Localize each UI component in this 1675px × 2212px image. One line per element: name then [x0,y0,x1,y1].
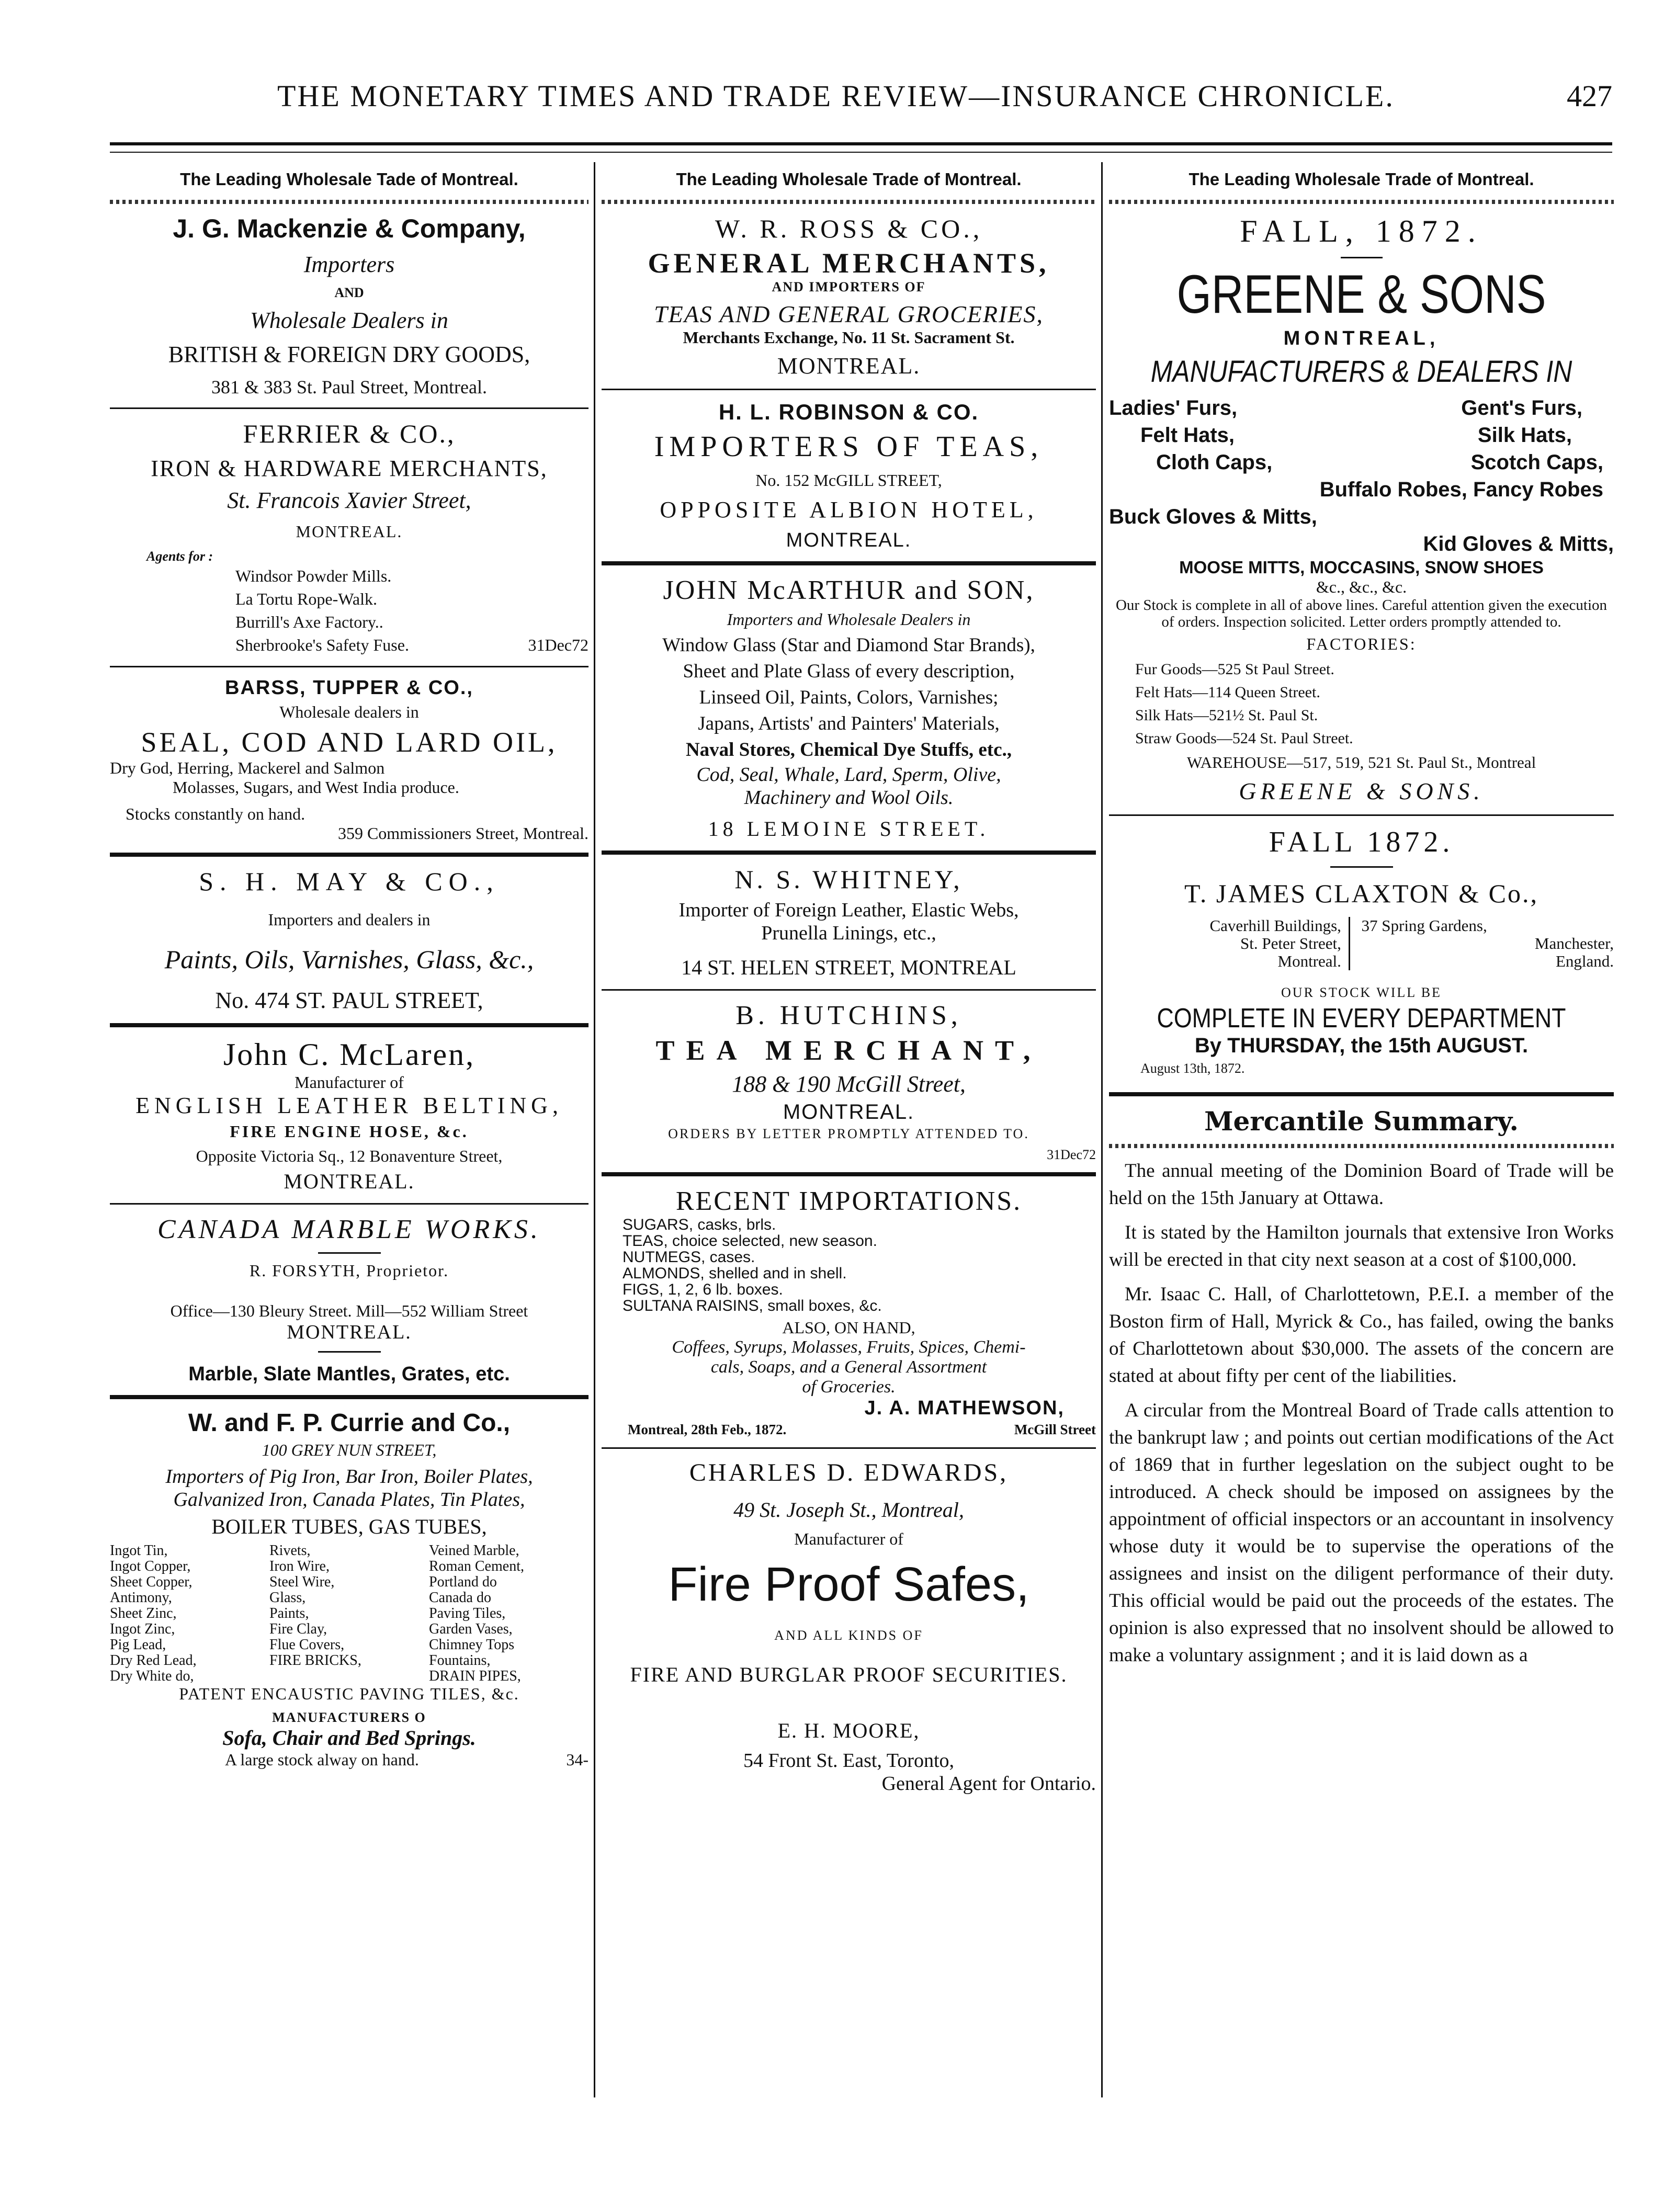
wavy-divider [602,200,1096,204]
advertiser-name: N. S. WHITNEY, [734,865,963,894]
ad-claxton [1109,825,1614,1076]
ad-line: TEAS AND GENERAL GROCERIES, [654,301,1044,327]
ad-line: Molasses, Sugars, and West India produce. [173,778,459,797]
ad-line: Coffees, Syrups, Molasses, Fruits, Spices, Chemi- [672,1337,1026,1357]
column-divider [594,162,595,2097]
list-item: Rivets, [269,1542,311,1559]
ad-separator [1109,1092,1614,1096]
short-rule [318,1351,381,1353]
ad-line: IMPORTERS OF TEAS, [654,430,1044,463]
list-item: ALMONDS, shelled and in shell. [623,1265,847,1282]
ad-line: MONTREAL. [783,1101,915,1124]
list-item: Iron Wire, [269,1558,330,1574]
ad-line: General Agent for Ontario. [881,1773,1096,1795]
list-item: Paving Tiles, [429,1605,506,1621]
ad-line: Machinery and Wool Oils. [744,787,954,809]
ad-line: Prunella Linings, etc., [761,922,936,944]
list-item: Ingot Tin, [110,1542,168,1559]
ad-line: Importers [303,252,395,277]
list-item: Steel Wire, [269,1574,335,1590]
ad-edwards [602,1458,1096,1795]
ad-line: Opposite Victoria Sq., 12 Bonaventure Street, [196,1147,503,1165]
ad-line: Manufacturer of [295,1073,404,1092]
ad-line: MANUFACTURERS & DEALERS IN [1150,355,1572,389]
ad-line: 54 Front St. East, Toronto, [743,1750,955,1772]
ad-line: GREENE & SONS. [1239,778,1484,804]
ad-line: MONTREAL. [287,1321,412,1343]
list-item: Window Glass (Star and Diamond Star Brands), [662,634,1035,656]
list-item: TEAS, choice selected, new season. [623,1232,877,1250]
ad-separator [1109,814,1614,816]
address-line: Caverhill Buildings, [1209,916,1341,935]
ad-line: E. H. MOORE, [777,1719,920,1742]
advertiser-name: T. JAMES CLAXTON & Co., [1184,879,1538,908]
ad-line: FALL 1872. [1269,826,1454,858]
ad-mclaren [110,1037,588,1194]
list-item: Sheet and Plate Glass of every description, [683,661,1015,682]
ad-line: COMPLETE IN EVERY DEPARTMENT [1157,1003,1566,1034]
list-item: Naval Stores, Chemical Dye Stuffs, etc., [685,739,1012,761]
product-list [1109,394,1614,558]
ad-line: IRON & HARDWARE MERCHANTS, [151,456,548,481]
list-item: Burrill's Axe Factory.. [235,612,383,631]
list-item: FIGS, 1, 2, 6 lb. boxes. [623,1281,783,1298]
paragraph: A circular from the Montreal Board of Trade calls attention to the bankrupt law ; and points out certian modifications of the Act of 1869 that in further legeslation on the subject ought to be introduced. A check should be imposed on assignees by the appointment of official inspectors or an accountant in insolvency whose duty it would be to supervise the operations of the assignees and insist on the diligent performance of their duty. This official would be paid out the proceeds of the estates. The opinion is also expressed that no insolvent should be allowed to make a voluntary assignment ; and it is laid down as a [1109,1400,1614,1666]
ad-line: of Groceries. [802,1377,896,1397]
ad-line: Importers and Wholesale Dealers in [727,610,971,629]
list-item: Paints, [269,1605,309,1621]
ad-line: Stocks constantly on hand. [126,804,305,823]
ad-line: MONTREAL, [1283,327,1440,349]
ad-line: OPPOSITE ALBION HOTEL, [660,497,1038,523]
ad-line: FIRE AND BURGLAR PROOF SECURITIES. [630,1663,1068,1686]
ad-line: Importers of Pig Iron, Bar Iron, Boiler Plates, [165,1466,533,1488]
ad-date: August 13th, 1872. [1140,1061,1245,1076]
list-item: Linseed Oil, Paints, Colors, Varnishes; [699,687,999,708]
column-heading: The Leading Wholesale Trade of Montreal. [676,169,1022,189]
list-item: Sheet Copper, [110,1574,193,1590]
list-item: Fire Clay, [269,1621,327,1637]
ad-line: Sofa, Chair and Bed Springs. [222,1726,476,1750]
ad-line: Office—130 Bleury Street. Mill—552 William Street [170,1301,528,1320]
page-mark: 34- [566,1750,588,1769]
ad-mackenzie [110,213,588,398]
short-rule [1330,866,1393,868]
list-item: NUTMEGS, cases. [623,1249,755,1266]
ad-line: GENERAL MERCHANTS, [648,247,1050,279]
header-rule [110,142,1612,145]
ad-line: AND ALL KINDS OF [774,1628,923,1643]
ad-line: Montreal, 28th Feb., 1872. [628,1422,787,1437]
ad-separator [602,1172,1096,1176]
factories-list [1135,658,1614,750]
addresses [1109,917,1614,970]
list-item: Dry Red Lead, [110,1652,197,1669]
address-line: Manchester, [1534,934,1614,952]
ad-may [110,866,588,1014]
address-line: Montreal. [1277,952,1341,970]
ad-line: MONTREAL. [284,1170,415,1193]
advertiser-name: CANADA MARBLE WORKS. [157,1215,541,1244]
ad-separator [110,853,588,857]
paragraph: It is stated by the Hamilton journals that extensive Iron Works will be erected in that city next season at a cost of $100,000. [1109,1222,1614,1271]
ad-separator [110,1395,588,1399]
ad-line: ALSO, ON HAND, [782,1318,915,1337]
list-item: Felt Hats, [1140,424,1235,447]
ad-line: ENGLISH LEATHER BELTING, [135,1093,563,1118]
list-item: Buffalo Robes, Fancy Robes [1319,478,1603,501]
product-column [110,1543,269,1684]
advertiser-name: John C. McLaren, [223,1037,476,1072]
list-item: Chimney Tops [429,1637,515,1653]
ad-line: &c., &c., &c. [1316,577,1407,596]
paragraph: The annual meeting of the Dominion Board of Trade will be held on the 15th January at Ottawa. [1109,1160,1614,1209]
advertiser-name: GREENE & SONS [1176,264,1546,325]
product-column [429,1543,588,1684]
wavy-divider [1109,200,1614,204]
ad-line: Agents for : [146,549,213,564]
ad-marble [110,1214,588,1386]
list-item: Silk Hats—521½ St. Paul St. [1135,707,1318,724]
ad-separator [602,389,1096,390]
ad-whitney [602,864,1096,980]
list-item: DRAIN PIPES, [429,1668,521,1684]
short-rule [318,1252,381,1254]
ad-line: Galvanized Iron, Canada Plates, Tin Plates, [173,1489,525,1511]
address-montreal [1109,917,1350,970]
ad-date: 31Dec72 [1047,1147,1096,1162]
ad-line: OUR STOCK WILL BE [1281,985,1442,1000]
list-item: Scotch Caps, [1470,451,1603,474]
ad-line: MONTREAL. [777,353,921,379]
list-item: Pig Lead, [110,1637,166,1653]
advertiser-name: J. G. Mackenzie & Company, [173,214,526,243]
advertiser-name: W. and F. P. Currie and Co., [188,1409,511,1437]
advertiser-name: W. R. ROSS & CO., [715,214,983,243]
ad-line: PATENT ENCAUSTIC PAVING TILES, &c. [179,1684,519,1703]
ad-line: 49 St. Joseph St., Montreal, [733,1498,964,1522]
ad-line: FALL, 1872. [1240,214,1483,248]
ad-recent-importations [602,1186,1096,1438]
ad-separator [602,850,1096,855]
column-heading: The Leading Wholesale Tade of Montreal. [180,169,518,189]
wavy-divider [110,200,588,204]
ad-line: J. A. MATHEWSON, [864,1397,1065,1419]
list-item: Dry White do, [110,1668,194,1684]
list-item: Buck Gloves & Mitts, [1109,505,1317,528]
ad-line: Merchants Exchange, No. 11 St. Sacrament St. [683,328,1015,347]
ad-line: R. FORSYTH, Proprietor. [249,1261,449,1280]
list-item: Antimony, [110,1590,172,1606]
ad-line: ORDERS BY LETTER PROMPTLY ATTENDED TO. [668,1126,1029,1141]
wavy-divider [1109,1144,1614,1148]
ad-ferrier [110,418,588,656]
ad-date: 31Dec72 [528,636,588,654]
ad-line: Wholesale Dealers in [250,308,448,333]
ad-line: No. 152 McGILL STREET, [755,471,942,490]
ad-line: MOOSE MITTS, MOCCASINS, SNOW SHOES [1179,558,1544,577]
ad-separator [110,666,588,667]
product-list [623,1217,1096,1314]
ad-line: BOILER TUBES, GAS TUBES, [211,1515,487,1538]
ad-line: Marble, Slate Mantles, Grates, etc. [188,1363,510,1385]
list-item: Fur Goods—525 St Paul Street. [1135,661,1334,678]
advertiser-name: JOHN McARTHUR and SON, [663,575,1035,605]
ad-line: Our Stock is complete in all of above lines. Careful attention given the execution of orders. Inspection solicited. Letter orders promptly attended to. [1115,597,1608,630]
ad-line: 188 & 190 McGill Street, [732,1071,966,1097]
page-header [105,78,1612,126]
ad-line: 100 GREY NUN STREET, [262,1440,437,1459]
ad-line: AND [334,285,364,300]
list-item: Felt Hats—114 Queen Street. [1135,684,1320,701]
ad-separator [602,989,1096,991]
list-item: SULTANA RAISINS, small boxes, &c. [623,1297,882,1314]
column-1 [110,167,588,2077]
ad-line: St. Francois Xavier Street, [227,487,471,513]
ad-line: TEA MERCHANT, [655,1035,1042,1066]
list-item: Portland do [429,1574,497,1590]
ad-barss [110,677,588,843]
ad-currie [110,1409,588,1769]
column-3 [1109,167,1614,2077]
ad-line: cals, Soaps, and a General Assortment [710,1357,987,1377]
advertiser-name: S. H. MAY & CO., [199,867,500,896]
ad-address: 381 & 383 St. Paul Street, Montreal. [211,377,487,398]
ad-mcarthur [602,575,1096,841]
column-divider [1101,162,1103,2097]
ad-line: MONTREAL. [786,529,912,551]
short-rule [1341,257,1383,258]
ad-separator [602,1447,1096,1449]
list-item [269,1669,429,1684]
ad-line: Wholesale dealers in [279,702,419,721]
ad-separator [110,1023,588,1027]
ad-ross [602,213,1096,379]
page-number: 427 [1567,79,1612,113]
list-item: Canada do [429,1590,491,1606]
address-line: St. Peter Street, [1240,934,1341,952]
ad-line: MANUFACTURERS O [272,1710,426,1725]
advertiser-name: CHARLES D. EDWARDS, [689,1459,1009,1487]
paragraph: Mr. Isaac C. Hall, of Charlottetown, P.E.I. a member of the Boston firm of Hall, Myrick & Co., has failed, owing the banks of Charlottetown about $30,000. The assets of the concern are stated at about fifty per cent of the liabilities. [1109,1284,1614,1387]
list-item: Sherbrooke's Safety Fuse. [235,636,409,654]
ad-line: Fire Proof Safes, [668,1558,1029,1611]
address-line: England. [1555,952,1614,970]
list-item: FIRE BRICKS, [269,1652,361,1669]
ad-line: FACTORIES: [1306,634,1417,653]
list-item: Ingot Copper, [110,1558,191,1574]
ad-line: By THURSDAY, the 15th AUGUST. [1194,1034,1529,1057]
list-item: Ladies' Furs, [1109,396,1238,419]
product-column [269,1543,429,1684]
ad-line: Cod, Seal, Whale, Lard, Sperm, Olive, [696,764,1001,786]
address-line: 37 Spring Gardens, [1361,916,1487,935]
advertiser-name: RECENT IMPORTATIONS. [675,1186,1022,1216]
list-item: Ingot Zinc, [110,1621,175,1637]
ad-line: SEAL, COD AND LARD OIL, [141,727,558,758]
ad-line: McGill Street [1014,1422,1096,1437]
column-heading: The Leading Wholesale Trade of Montreal. [1189,169,1534,189]
ad-line: WAREHOUSE—517, 519, 521 St. Paul St., Montreal [1186,753,1536,772]
section-title: Mercantile Summary. [1204,1106,1519,1137]
list-item: Fountains, [429,1652,491,1669]
advertiser-name: H. L. ROBINSON & CO. [718,400,979,424]
ad-hutchins [602,1000,1096,1163]
ad-separator [110,1203,588,1205]
ad-line: BRITISH & FOREIGN DRY GOODS, [168,342,530,367]
list-item: La Tortu Rope-Walk. [235,589,377,608]
ad-line: Dry God, Herring, Mackerel and Salmon [110,758,385,777]
list-item: Straw Goods—524 St. Paul Street. [1135,730,1353,747]
ad-line: Importers and dealers in [268,910,431,929]
publication-title: THE MONETARY TIMES AND TRADE REVIEW—INSURANCE CHRONICLE. [277,79,1395,113]
advertiser-name: FERRIER & CO., [243,419,456,448]
ad-separator [110,407,588,409]
ad-line: FIRE ENGINE HOSE, &c. [230,1122,469,1141]
ad-line: 14 ST. HELEN STREET, MONTREAL [681,956,1016,979]
list-item: Silk Hats, [1477,424,1572,447]
agents-list [235,564,588,656]
ad-line: 18 LEMOINE STREET. [708,817,990,841]
list-item: Windsor Powder Mills. [235,566,392,585]
list-item: Cloth Caps, [1156,451,1273,474]
list-item: Garden Vases, [429,1621,513,1637]
list-item: Roman Cement, [429,1558,524,1574]
list-item: Kid Gloves & Mitts, [1423,532,1614,555]
ad-line: MONTREAL. [296,522,403,541]
product-list [110,1543,588,1684]
ad-line: AND IMPORTERS OF [772,279,926,294]
list-item: Flue Covers, [269,1637,345,1653]
list-item: SUGARS, casks, brls. [623,1216,776,1233]
ad-line: Importer of Foreign Leather, Elastic Webs, [678,899,1019,921]
mercantile-summary [1109,1106,1614,1669]
advertiser-name: B. HUTCHINS, [735,1001,962,1030]
ad-greene [1109,213,1614,805]
ad-robinson [602,400,1096,552]
ad-line: Manufacturer of [794,1529,903,1548]
product-lines [602,632,1096,763]
list-item: Veined Marble, [429,1542,519,1559]
advertiser-name: BARSS, TUPPER & CO., [225,677,473,699]
header-rule-thin [110,152,1612,153]
list-item: Gent's Furs, [1461,396,1582,419]
column-2 [602,167,1096,2077]
ad-separator [602,561,1096,565]
ad-line: A large stock alway on hand. [225,1750,419,1769]
ad-line: Paints, Oils, Varnishes, Glass, &c., [164,945,534,974]
ad-line: 359 Commissioners Street, Montreal. [337,824,588,843]
ad-line: No. 474 ST. PAUL STREET, [215,988,483,1013]
address-manchester [1354,917,1614,970]
list-item: Sheet Zinc, [110,1605,177,1621]
list-item: Glass, [269,1590,306,1606]
list-item: Japans, Artists' and Painters' Materials, [698,713,1000,734]
